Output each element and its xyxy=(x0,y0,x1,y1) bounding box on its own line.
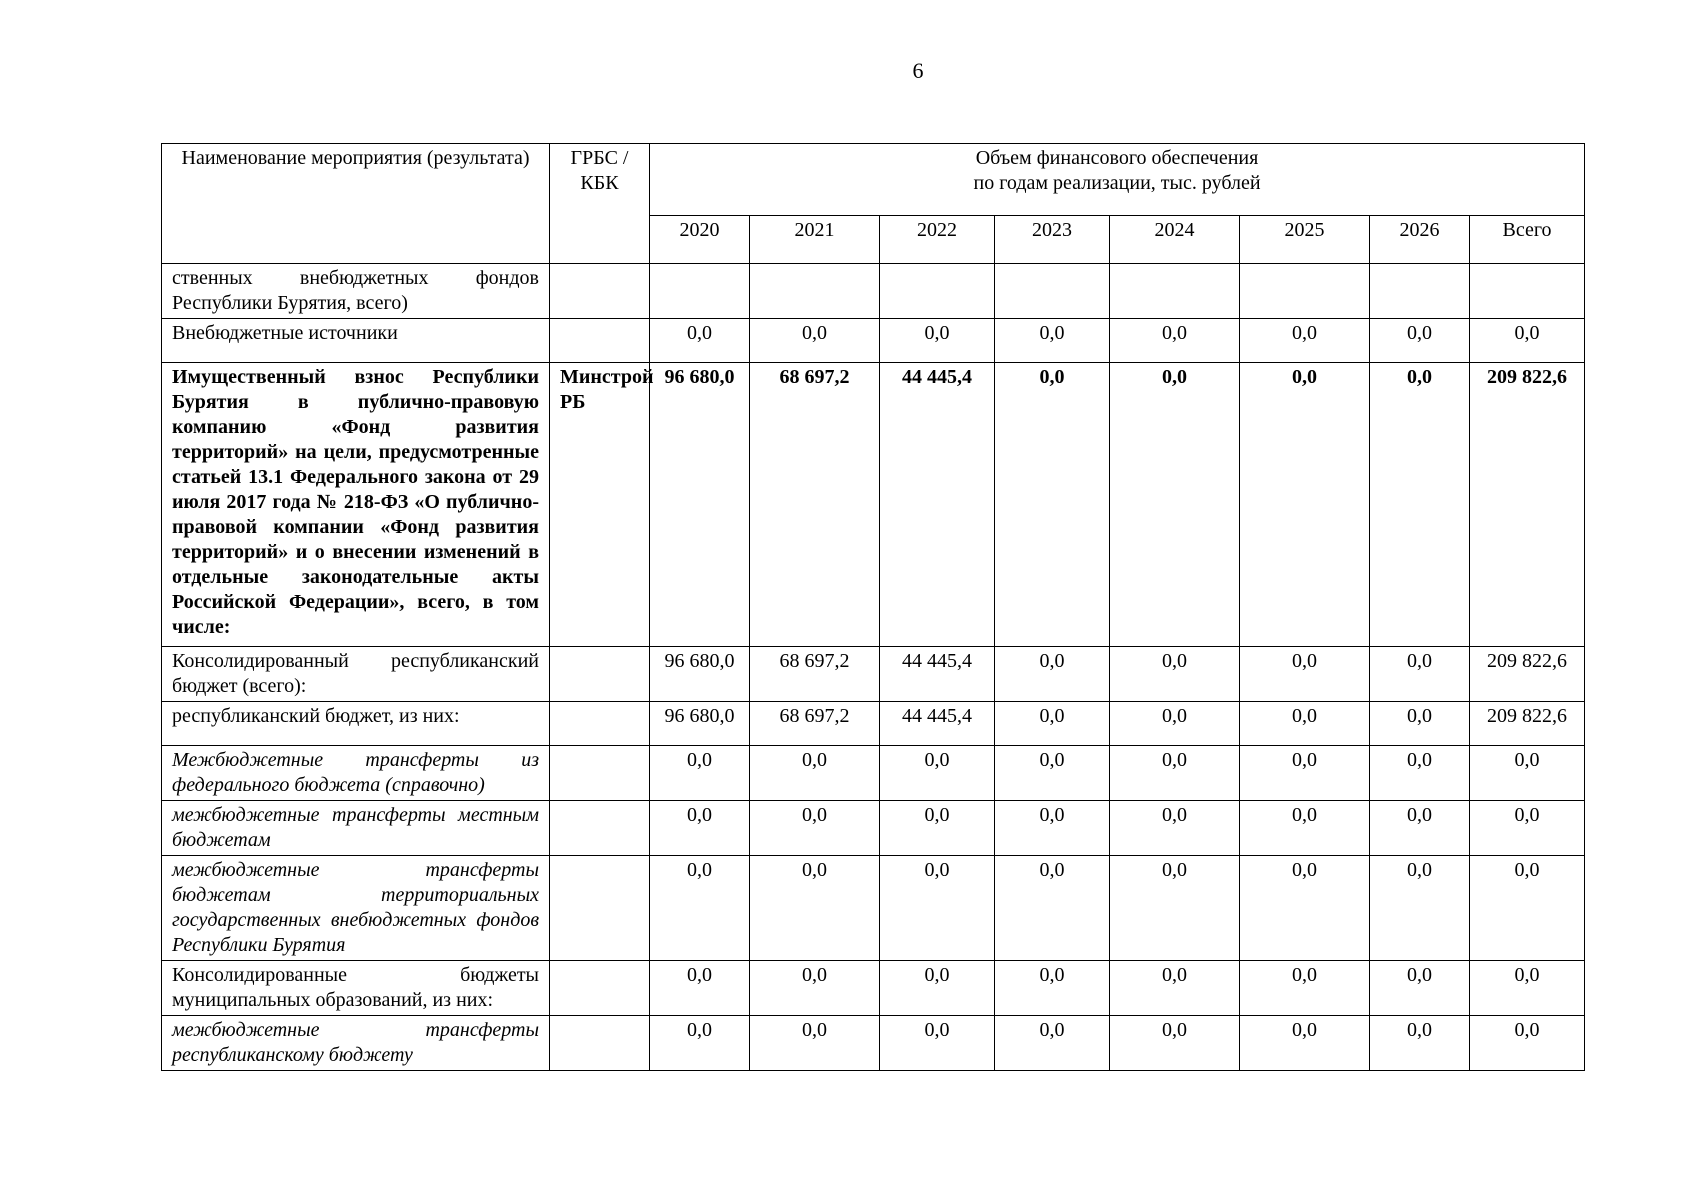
row-value-cell: 0,0 xyxy=(1240,856,1370,961)
table-row xyxy=(162,746,1585,801)
table-row xyxy=(162,363,1585,647)
row-grbs-cell xyxy=(550,702,650,746)
row-value-cell: 0,0 xyxy=(750,801,880,856)
row-value-cell: 0,0 xyxy=(880,319,995,363)
row-grbs-cell xyxy=(550,856,650,961)
row-value-cell: 0,0 xyxy=(1370,319,1470,363)
row-total-cell: 0,0 xyxy=(1470,961,1585,1016)
header-year: 2025 xyxy=(1240,216,1370,264)
row-name-cell: Имущественный взнос Республики Бурятия в публично-правовую компанию «Фонд развития территорий» на цели, предусмотренные статьей 13.1 Федерального закона от 29 июля 2017 года № 218-ФЗ «О публично-правовой компании «Фонд развития территорий» и о внесении изменений в отдельные законодательные акты Российской Федерации», всего, в том числе: xyxy=(162,363,550,647)
row-value-cell: 0,0 xyxy=(995,1016,1110,1071)
row-value-cell: 96 680,0 xyxy=(650,702,750,746)
header-year: 2026 xyxy=(1370,216,1470,264)
row-value-cell: 0,0 xyxy=(1240,647,1370,702)
row-total-cell: 209 822,6 xyxy=(1470,647,1585,702)
row-value-cell: 0,0 xyxy=(1240,961,1370,1016)
row-value-cell: 0,0 xyxy=(750,1016,880,1071)
row-total-cell: 209 822,6 xyxy=(1470,363,1585,647)
row-total-cell: 209 822,6 xyxy=(1470,702,1585,746)
row-value-cell: 68 697,2 xyxy=(750,647,880,702)
row-total-cell xyxy=(1470,264,1585,319)
row-value-cell xyxy=(750,264,880,319)
row-value-cell: 0,0 xyxy=(880,856,995,961)
row-name-cell: Межбюджетные трансферты из федерального бюджета (справочно) xyxy=(162,746,550,801)
row-name-cell: межбюджетные трансферты местным бюджетам xyxy=(162,801,550,856)
row-value-cell: 0,0 xyxy=(995,319,1110,363)
row-value-cell: 0,0 xyxy=(750,319,880,363)
row-value-cell: 0,0 xyxy=(1240,801,1370,856)
row-value-cell: 96 680,0 xyxy=(650,363,750,647)
row-total-cell: 0,0 xyxy=(1470,746,1585,801)
row-value-cell xyxy=(1240,264,1370,319)
header-year: 2022 xyxy=(880,216,995,264)
table-row xyxy=(162,961,1585,1016)
row-value-cell: 0,0 xyxy=(1370,1016,1470,1071)
row-grbs-cell xyxy=(550,801,650,856)
row-value-cell xyxy=(880,264,995,319)
table-row xyxy=(162,1016,1585,1071)
row-value-cell: 0,0 xyxy=(880,801,995,856)
row-total-cell: 0,0 xyxy=(1470,319,1585,363)
row-value-cell: 0,0 xyxy=(1240,1016,1370,1071)
row-value-cell: 0,0 xyxy=(880,746,995,801)
row-value-cell: 0,0 xyxy=(650,319,750,363)
table-row xyxy=(162,702,1585,746)
row-value-cell: 0,0 xyxy=(1370,801,1470,856)
row-grbs-cell xyxy=(550,1016,650,1071)
row-value-cell xyxy=(1370,264,1470,319)
row-value-cell: 0,0 xyxy=(1110,702,1240,746)
row-value-cell: 0,0 xyxy=(650,746,750,801)
row-value-cell: 0,0 xyxy=(1110,319,1240,363)
row-value-cell: 0,0 xyxy=(650,801,750,856)
row-name-cell: Внебюджетные источники xyxy=(162,319,550,363)
row-value-cell: 0,0 xyxy=(1110,647,1240,702)
row-value-cell: 0,0 xyxy=(995,702,1110,746)
row-grbs-cell xyxy=(550,961,650,1016)
row-value-cell: 0,0 xyxy=(995,961,1110,1016)
row-value-cell: 0,0 xyxy=(1110,856,1240,961)
row-value-cell: 44 445,4 xyxy=(880,363,995,647)
header-volume-col xyxy=(650,144,1585,216)
header-volume-line2: по годам реализации, тыс. рублей xyxy=(973,172,1261,194)
row-value-cell: 0,0 xyxy=(995,801,1110,856)
row-value-cell: 0,0 xyxy=(1110,961,1240,1016)
row-value-cell: 44 445,4 xyxy=(880,647,995,702)
row-value-cell: 96 680,0 xyxy=(650,647,750,702)
row-value-cell: 44 445,4 xyxy=(880,702,995,746)
row-value-cell: 0,0 xyxy=(1370,961,1470,1016)
row-value-cell: 0,0 xyxy=(750,856,880,961)
row-value-cell: 0,0 xyxy=(650,961,750,1016)
row-grbs-cell xyxy=(550,319,650,363)
row-value-cell: 0,0 xyxy=(1240,319,1370,363)
row-value-cell: 0,0 xyxy=(1370,647,1470,702)
row-name-cell: межбюджетные трансферты бюджетам территориальных государственных внебюджетных фондов Республики Бурятия xyxy=(162,856,550,961)
row-value-cell: 0,0 xyxy=(995,746,1110,801)
header-grbs-col: ГРБС / КБК xyxy=(550,144,650,264)
row-value-cell: 0,0 xyxy=(880,1016,995,1071)
row-value-cell: 0,0 xyxy=(750,746,880,801)
finance-table xyxy=(161,143,1585,1071)
row-value-cell: 0,0 xyxy=(1110,801,1240,856)
row-total-cell: 0,0 xyxy=(1470,801,1585,856)
row-name-cell: республиканский бюджет, из них: xyxy=(162,702,550,746)
row-value-cell: 0,0 xyxy=(995,856,1110,961)
header-year-total: Всего xyxy=(1470,216,1585,264)
row-value-cell: 0,0 xyxy=(650,856,750,961)
row-total-cell: 0,0 xyxy=(1470,1016,1585,1071)
page-number: 6 xyxy=(912,58,924,83)
row-value-cell: 0,0 xyxy=(1240,702,1370,746)
row-name-cell: межбюджетные трансферты республиканскому бюджету xyxy=(162,1016,550,1071)
row-value-cell: 0,0 xyxy=(1110,363,1240,647)
row-grbs-cell xyxy=(550,647,650,702)
row-total-cell: 0,0 xyxy=(1470,856,1585,961)
table-body xyxy=(162,264,1585,1071)
header-year: 2024 xyxy=(1110,216,1240,264)
row-value-cell xyxy=(995,264,1110,319)
header-volume-line1: Объем финансового обеспечения xyxy=(975,147,1259,169)
row-value-cell xyxy=(1110,264,1240,319)
header-year: 2021 xyxy=(750,216,880,264)
row-value-cell: 0,0 xyxy=(995,363,1110,647)
row-name-cell: Консолидированные бюджеты муниципальных образований, из них: xyxy=(162,961,550,1016)
row-value-cell: 0,0 xyxy=(1110,746,1240,801)
table-row xyxy=(162,319,1585,363)
table-row xyxy=(162,801,1585,856)
row-value-cell: 0,0 xyxy=(750,961,880,1016)
row-value-cell: 68 697,2 xyxy=(750,363,880,647)
row-name-cell: Консолидированный республиканский бюджет (всего): xyxy=(162,647,550,702)
row-value-cell: 0,0 xyxy=(1370,746,1470,801)
row-value-cell: 0,0 xyxy=(650,1016,750,1071)
row-grbs-cell xyxy=(550,264,650,319)
table-row xyxy=(162,856,1585,961)
row-value-cell xyxy=(650,264,750,319)
table-row xyxy=(162,264,1585,319)
row-value-cell: 0,0 xyxy=(1370,363,1470,647)
row-value-cell: 0,0 xyxy=(1110,1016,1240,1071)
row-value-cell: 0,0 xyxy=(1240,363,1370,647)
row-value-cell: 0,0 xyxy=(995,647,1110,702)
header-year: 2023 xyxy=(995,216,1110,264)
table-row xyxy=(162,647,1585,702)
header-name-col: Наименование мероприятия (результата) xyxy=(162,144,550,264)
row-value-cell: 68 697,2 xyxy=(750,702,880,746)
row-value-cell: 0,0 xyxy=(1370,856,1470,961)
header-year: 2020 xyxy=(650,216,750,264)
row-name-cell: ственных внебюджетных фондов Республики Бурятия, всего) xyxy=(162,264,550,319)
row-value-cell: 0,0 xyxy=(880,961,995,1016)
header-row xyxy=(162,144,1585,216)
row-value-cell: 0,0 xyxy=(1240,746,1370,801)
row-grbs-cell: Минстрой РБ xyxy=(550,363,650,647)
row-grbs-cell xyxy=(550,746,650,801)
row-value-cell: 0,0 xyxy=(1370,702,1470,746)
